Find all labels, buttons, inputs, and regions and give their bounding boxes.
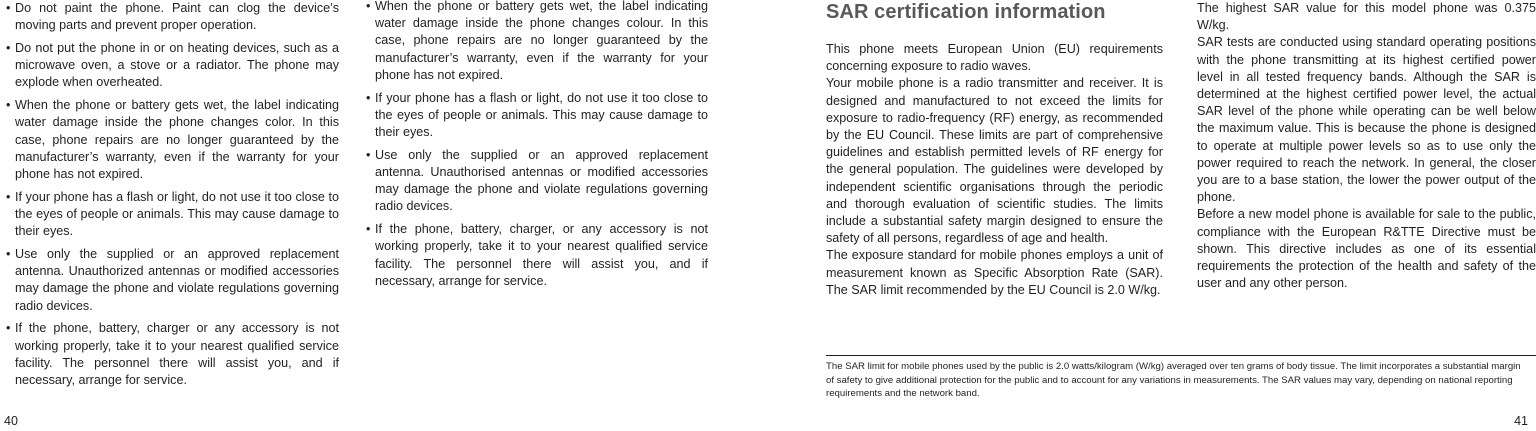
body-paragraph: The highest SAR value for this model phone was 0.375 W/kg. <box>1197 1 1536 33</box>
body-paragraph: SAR tests are conducted using standard operating positions with the phone transmitting at its highest certified power level in all tested frequency bands. Although the SAR is determined at the highest certified power level, the actual SAR level of the phone while operating can be well below the maximum value. This is because the phone is designed to operate at multiple power levels so as to use only the power required to reach the network. In general, the closer you are to a base station, the lower the power output of the phone. <box>1197 35 1536 205</box>
bullet-item <box>6 246 339 315</box>
body-paragraph: Your mobile phone is a radio transmitter and receiver. It is designed and manufactured to not exceed the limits for exposure to radio-frequency (RF) energy, as recommended by the EU Council. These limits are part of comprehensive guidelines and establish permitted levels of RF energy for the general population. The guidelines were developed by independent scientific organisations through the periodic and thorough evaluation of scientific studies. The limits include a substantial safety margin designed to ensure the safety of all persons, regardless of age and health. <box>826 76 1163 246</box>
safety-bullet-list-1 <box>6 0 339 389</box>
section-title: SAR certification information <box>826 1 1106 23</box>
bullet-text: Use only the supplied or an approved replacement antenna. Unauthorised antennas or modified accessories may damage the phone and violate regulations governing radio devices. <box>375 147 708 214</box>
bullet-item <box>366 147 708 216</box>
bullet-item <box>366 90 708 142</box>
bullet-dot: • <box>6 98 11 113</box>
bullet-text: Do not put the phone in or on heating devices, such as a microwave oven, a stove or a radiator. The phone may explode when overheated. <box>15 41 339 90</box>
right-page-column-2 <box>1197 0 1536 292</box>
bullet-dot: • <box>6 41 11 55</box>
bullet-item <box>366 221 708 290</box>
bullet-dot: • <box>6 321 11 336</box>
bullet-item <box>6 40 339 92</box>
bullet-dot: • <box>6 1 11 15</box>
bullet-text: If your phone has a flash or light, do not use it too close to the eyes of people or animals. This may cause damage to their eyes. <box>375 90 708 140</box>
bullet-dot: • <box>6 247 11 262</box>
footnote-divider <box>826 355 1536 356</box>
bullet-dot: • <box>6 189 11 204</box>
bullet-item <box>6 97 339 183</box>
left-page-column-1 <box>6 0 339 395</box>
right-page-column-1 <box>826 0 1163 299</box>
bullet-item <box>6 189 339 241</box>
bullet-text: If the phone, battery, charger or any accessory is not working properly, take it to your nearest qualified service facility. The personnel there will assist you, and if necessary, arrange for service. <box>15 321 339 388</box>
bullet-dot: • <box>366 0 371 13</box>
bullet-dot: • <box>366 147 371 162</box>
page-number-left: 40 <box>4 414 18 428</box>
body-paragraph: This phone meets European Union (EU) requirements concerning exposure to radio waves. <box>826 42 1163 74</box>
safety-bullet-list-2 <box>366 0 708 290</box>
bullet-text: If your phone has a flash or light, do not use it too close to the eyes of people or animals. This may cause damage to their eyes. <box>15 189 339 239</box>
bullet-text: Use only the supplied or an approved replacement antenna. Unauthorized antennas or modified accessories may damage the phone and violate regulations governing radio devices. <box>15 247 339 313</box>
page-number-right: 41 <box>1514 414 1528 428</box>
body-paragraph: The exposure standard for mobile phones employs a unit of measurement known as Specific Absorption Rate (SAR). The SAR limit recommended by the EU Council is 2.0 W/kg. <box>826 248 1163 297</box>
bullet-dot: • <box>366 90 371 105</box>
bullet-text: When the phone or battery gets wet, the label indicating water damage inside the phone changes color. In this case, phone repairs are no longer guaranteed by the manufacturer’s warranty, even if the warranty for your phone has not expired. <box>15 98 339 182</box>
bullet-dot: • <box>366 222 371 237</box>
body-paragraph: Before a new model phone is available for sale to the public, compliance with the European R&TTE Directive must be shown. This directive includes as one of its essential requirements the protection of the health and safety of the user and any other person. <box>1197 207 1536 291</box>
bullet-item <box>6 0 339 34</box>
footnote-text: The SAR limit for mobile phones used by the public is 2.0 watts/kilogram (W/kg) averaged over ten grams of body tissue. The limit incorporates a substantial margin of safety to give additional protection for the public and to account for any variations in measurements. The SAR values may vary, depending on national reporting requirements and the network band. <box>826 361 1521 400</box>
bullet-text: When the phone or battery gets wet, the label indicating water damage inside the phone changes colour. In this case, phone repairs are no longer guaranteed by the manufacturer’s warranty, even if the warranty for your phone has not expired. <box>375 0 708 82</box>
left-page-column-2 <box>366 0 708 296</box>
bullet-text: Do not paint the phone. Paint can clog the device’s moving parts and prevent proper operation. <box>15 1 339 33</box>
bullet-item <box>6 320 339 389</box>
bullet-text: If the phone, battery, charger, or any accessory is not working properly, take it to your nearest qualified service facility. The personnel there will assist you, and if necessary, arrange for service. <box>375 222 708 288</box>
bullet-item <box>366 0 708 84</box>
